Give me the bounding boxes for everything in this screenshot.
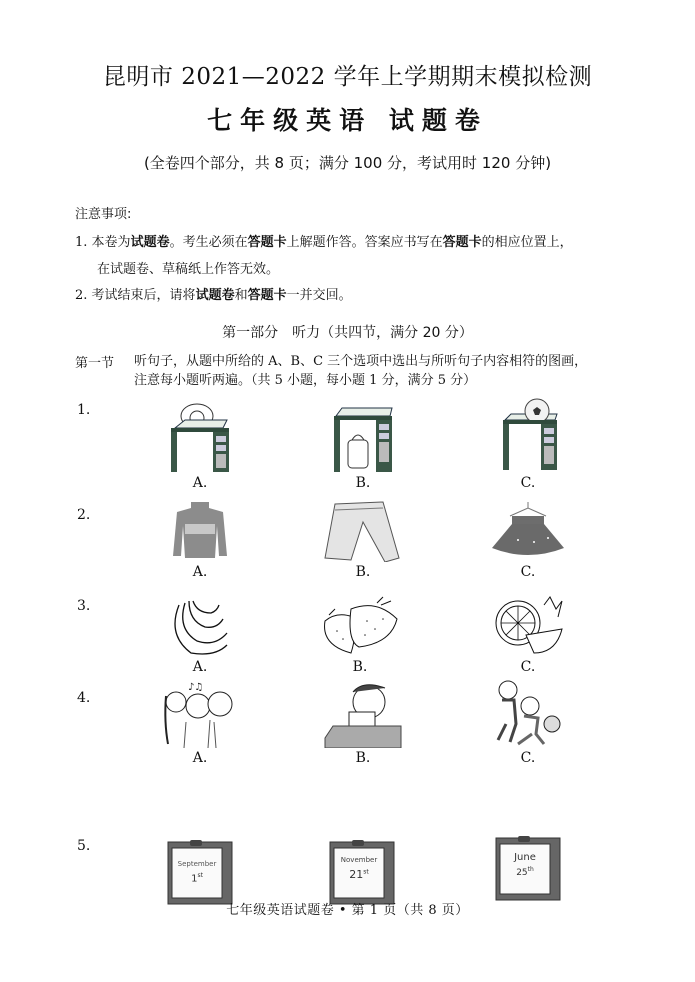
exam-info: (全卷四个部分，共 8 页；满分 100 分，考试用时 120 分钟) (143, 154, 552, 172)
day-suffix: th (527, 866, 534, 873)
desk-with-backpack-icon (328, 398, 398, 473)
jeans-icon (323, 500, 403, 562)
day-number: 25 (516, 868, 528, 878)
notice-item-1-line2: 在试题卷、草稿纸上作答无效。 (97, 262, 280, 277)
notice-num: 1. (75, 235, 88, 250)
q2-option-b[interactable] (318, 500, 408, 580)
q1-option-c[interactable] (483, 398, 573, 491)
oranges-icon (488, 595, 568, 657)
text: 本卷为 (91, 235, 131, 250)
day-suffix: st (363, 868, 369, 876)
q3-option-c[interactable] (483, 595, 573, 675)
exam-subtitle: 七年级英语 试题卷 (207, 106, 488, 135)
option-label: A. (192, 750, 208, 766)
day-number: 1 (191, 873, 198, 885)
q4-option-b[interactable] (318, 678, 408, 766)
section1-instructions (134, 352, 634, 390)
option-label: B. (355, 750, 371, 766)
bold-text: 答题卡 (247, 235, 287, 250)
bold-text: 试题卷 (195, 288, 235, 303)
svg-text:♪♫: ♪♫ (188, 682, 204, 693)
exam-title: 昆明市 2021—2022 学年上学期期末模拟检测 (102, 64, 593, 90)
option-label: B. (355, 475, 371, 491)
q4-option-a[interactable] (155, 682, 245, 766)
text: 。考生必须在 (169, 235, 248, 250)
calendar-month: June (514, 852, 536, 863)
bananas-icon (165, 595, 235, 657)
question-number: 1. (77, 402, 91, 418)
instruction-line: 听句子，从题中所给的 A、B、C 三个选项中选出与所听句子内容相符的图画， (134, 354, 588, 369)
question-number: 4. (77, 690, 91, 706)
q2-option-a[interactable] (155, 500, 245, 580)
text: 上解题作答。答案应书写在 (286, 235, 443, 250)
desk-with-soccer-ball-icon (493, 398, 563, 473)
calendar-day (334, 868, 384, 881)
question-number: 3. (77, 598, 91, 614)
instruction-line: 注意每小题听两遍。（共 5 小题，每小题 1 分，满分 5 分） (134, 373, 477, 388)
calendar-day (176, 872, 218, 884)
q2-option-c[interactable] (483, 500, 573, 580)
bold-text: 答题卡 (442, 235, 482, 250)
bold-text: 试题卷 (130, 235, 170, 250)
day-suffix: st (197, 872, 203, 879)
option-label: C. (520, 564, 536, 580)
notice-num: 2. (75, 288, 88, 303)
boy-reading-book-icon (323, 678, 403, 748)
notice-item-2 (75, 287, 352, 304)
text: 的相应位置上， (481, 235, 573, 250)
sweater-icon (165, 500, 235, 562)
q3-option-a[interactable] (155, 595, 245, 675)
part1-heading: 第一部分 听力（共四节，满分 20 分） (222, 325, 473, 341)
option-label: A. (192, 659, 208, 675)
question-number: 5. (77, 838, 91, 854)
option-label: C. (520, 475, 536, 491)
option-label: C. (520, 659, 536, 675)
option-label: B. (352, 659, 368, 675)
option-label: B. (355, 564, 371, 580)
page-footer: 七年级英语试题卷 • 第 1 页（共 8 页） (226, 903, 469, 918)
notice-heading: 注意事项: (75, 207, 132, 222)
q5-option-c[interactable] (488, 834, 568, 902)
desk-with-telephone-icon (165, 398, 235, 473)
boys-playing-icon (488, 678, 568, 748)
calendar-day (500, 866, 550, 878)
q1-option-a[interactable] (155, 398, 245, 491)
strawberries-icon (317, 595, 403, 657)
text: 一并交回。 (286, 288, 352, 303)
day-number: 21 (349, 868, 364, 881)
section1-label: 第一节 (75, 356, 115, 371)
q4-option-c[interactable] (483, 678, 573, 766)
text: 考试结束后，请将 (91, 288, 196, 303)
calendar-month: September (177, 860, 217, 868)
calendar-month: November (340, 856, 378, 864)
text: 和 (234, 288, 248, 303)
bold-text: 答题卡 (247, 288, 287, 303)
q5-option-b[interactable] (322, 838, 402, 906)
question-number: 2. (77, 507, 91, 523)
q5-option-a[interactable] (160, 838, 240, 906)
option-label: C. (520, 750, 536, 766)
skirt-icon (488, 500, 568, 562)
q3-option-b[interactable] (315, 595, 405, 675)
option-label: A. (192, 564, 208, 580)
option-label: A. (192, 475, 208, 491)
q1-option-b[interactable] (318, 398, 408, 491)
children-singing-icon (162, 682, 238, 748)
notice-item-1 (75, 234, 573, 251)
